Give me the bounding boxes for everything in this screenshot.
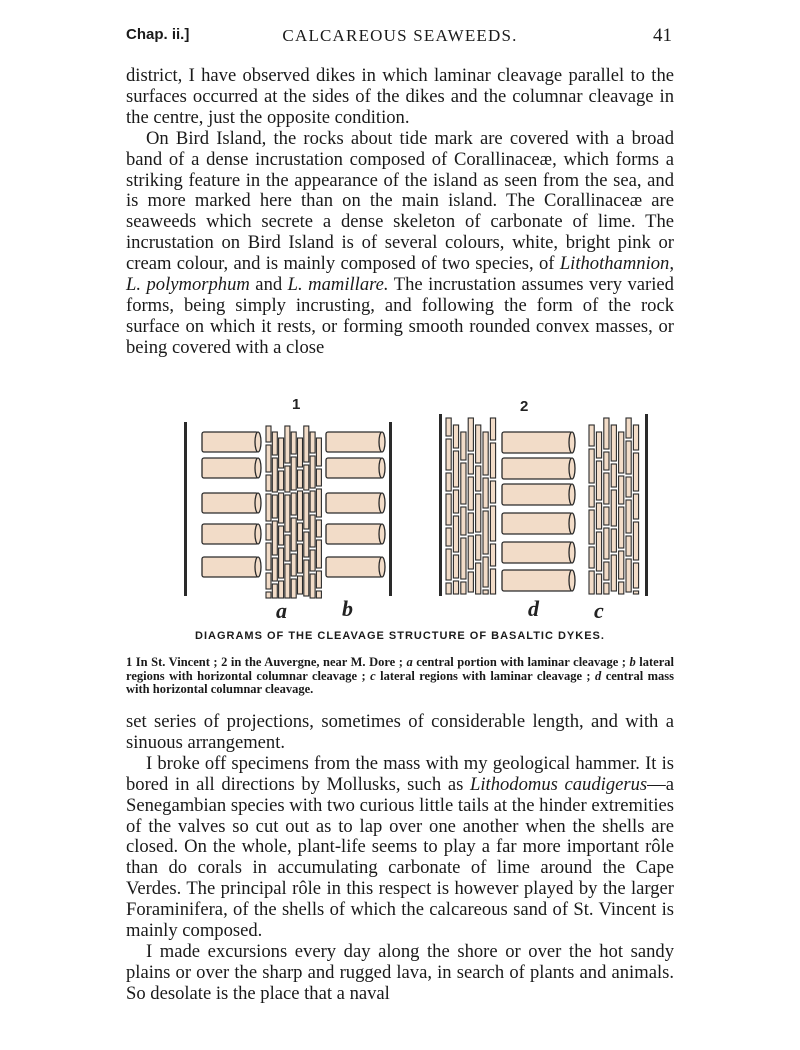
caption-text: central mass with horizontal columnar cleavage. [126, 668, 674, 696]
cleavage-diagrams [126, 396, 674, 628]
laminar-strip [476, 535, 481, 560]
columnar-right-4-end [379, 524, 385, 544]
laminar-strip [285, 564, 290, 598]
dyke-1-right-wall [389, 422, 392, 596]
central-column-4 [502, 513, 572, 534]
laminar-strip [490, 544, 495, 566]
laminar-strip [468, 572, 473, 592]
laminar-strip [626, 500, 631, 533]
laminar-strip [446, 494, 451, 525]
laminar-strip [626, 477, 631, 497]
columnar-left-2 [202, 458, 258, 478]
central-column-5 [502, 542, 572, 563]
laminar-strip [490, 506, 495, 541]
columnar-left-4 [202, 524, 258, 544]
laminar-strip [446, 418, 451, 436]
laminar-strip [291, 579, 296, 598]
columnar-left-1-end [255, 432, 261, 452]
paragraph-continuation: set series of projections, sometimes of considerable length, and with a sinuous arrangement. [126, 711, 674, 753]
laminar-strip [490, 418, 495, 440]
columnar-left-1 [202, 432, 258, 452]
text-run: The incrustation assumes very varied forms, being simply incrusting, and following the form of the rock surface on which it rests, or forming smooth rounded convex masses, or being covered with a close [126, 274, 674, 358]
laminar-strip [446, 583, 451, 594]
laminar-strip [604, 452, 609, 470]
figure-caption [126, 656, 674, 697]
central-column-1 [502, 432, 572, 453]
laminar-strip [461, 538, 466, 579]
laminar-strip [596, 432, 601, 458]
letter-c-label: c [594, 598, 604, 623]
laminar-strip [304, 560, 309, 596]
laminar-strip [266, 445, 271, 472]
laminar-strip [476, 563, 481, 594]
columnar-left-5-end [255, 557, 261, 577]
laminar-strip [626, 559, 631, 592]
laminar-strip [266, 475, 271, 491]
laminar-strip [626, 418, 631, 438]
top-text-block [126, 66, 674, 359]
columnar-right-4 [326, 524, 382, 544]
laminar-strip [453, 451, 458, 487]
laminar-strip [589, 571, 594, 594]
columnar-right-3 [326, 493, 382, 513]
laminar-strip [266, 426, 271, 442]
laminar-strip [291, 493, 296, 515]
laminar-strip [266, 592, 271, 598]
laminar-strip [611, 490, 616, 526]
laminar-strip [272, 521, 277, 555]
laminar-strip [604, 528, 609, 559]
laminar-strip [619, 432, 624, 473]
laminar-strip [604, 507, 609, 525]
laminar-strip [633, 563, 638, 588]
laminar-strip [483, 478, 488, 508]
laminar-strip [310, 432, 315, 453]
central-column-6-end [569, 570, 575, 591]
laminar-strip [468, 454, 473, 474]
laminar-strip [298, 523, 303, 541]
laminar-strip [633, 591, 638, 594]
laminar-strip [279, 493, 284, 523]
letter-b-label: b [342, 596, 353, 621]
caption-text: 1 In St. Vincent ; 2 in the Auvergne, near M. Dore ; [126, 655, 407, 669]
laminar-strip [468, 418, 473, 451]
laminar-strip [611, 555, 616, 591]
central-column-2 [502, 458, 572, 479]
central-column-1-end [569, 432, 575, 453]
dyke-1-left-wall [184, 422, 187, 596]
central-column-3-end [569, 484, 575, 505]
columnar-right-2-end [379, 458, 385, 478]
species-name: L. mamillare. [287, 274, 389, 296]
central-column-5-end [569, 542, 575, 563]
laminar-strip [304, 532, 309, 557]
central-column-2-end [569, 458, 575, 479]
central-column-4-end [569, 513, 575, 534]
laminar-strip [285, 466, 290, 492]
laminar-strip [298, 544, 303, 573]
laminar-strip [310, 574, 315, 598]
letter-d-label: d [528, 596, 539, 621]
cleavage-diagram-figure [126, 396, 674, 628]
laminar-strip [589, 449, 594, 483]
laminar-strip [626, 536, 631, 556]
columnar-right-5-end [379, 557, 385, 577]
columnar-left-5 [202, 557, 258, 577]
columnar-left-3 [202, 493, 258, 513]
laminar-strip [285, 426, 290, 463]
laminar-strip [272, 432, 277, 455]
chapter-label: Chap. ii.] [126, 26, 190, 43]
laminar-strip [453, 516, 458, 552]
laminar-strip [468, 536, 473, 569]
laminar-strip [279, 438, 284, 468]
caption-letter: b [629, 655, 636, 669]
columnar-left-2-end [255, 458, 261, 478]
columnar-left-3-end [255, 493, 261, 513]
laminar-strip [316, 571, 321, 588]
columnar-right-5 [326, 557, 382, 577]
laminar-strip [483, 511, 488, 554]
laminar-strip [611, 529, 616, 552]
laminar-strip [589, 547, 594, 568]
laminar-strip [619, 582, 624, 594]
laminar-strip [279, 548, 284, 578]
laminar-strip [626, 441, 631, 474]
laminar-strip [298, 470, 303, 488]
laminar-strip [461, 507, 466, 535]
laminar-strip [285, 535, 290, 561]
laminar-strip [483, 432, 488, 475]
laminar-strip [633, 425, 638, 450]
laminar-strip [310, 550, 315, 571]
columnar-right-3-end [379, 493, 385, 513]
laminar-strip [316, 438, 321, 466]
central-column-6 [502, 570, 572, 591]
diagram-1-label: 1 [292, 396, 301, 413]
laminar-strip [604, 418, 609, 449]
columnar-right-1-end [379, 432, 385, 452]
diagram-2-label: 2 [520, 398, 529, 415]
caption-letter: d [595, 668, 602, 683]
species-name: Lithothamnion, L. polymorphum [126, 253, 674, 296]
text-run: —a Senegambian species with two curious little tails at the hinder extremities of the valves so cut out as to lap over one another when the shells are closed. On the whole, plant-life seems to play a far more important rôle than do corals in accumulating carbonate of lime around the Cape Verdes. The principal rôle in this respect is however played by the larger Foraminifera, of the shells of which the calcareous sand of St. Vincent is mainly composed. [126, 773, 674, 942]
laminar-strip [291, 432, 296, 454]
laminar-strip [589, 425, 594, 446]
laminar-strip [483, 590, 488, 594]
dyke-2-left-wall [439, 414, 442, 596]
laminar-strip [285, 495, 290, 532]
laminar-strip [468, 477, 473, 510]
laminar-strip [298, 576, 303, 594]
laminar-strip [453, 425, 458, 448]
laminar-strip [468, 513, 473, 533]
species-name: Lithodomus caudigerus [470, 773, 648, 795]
running-header [126, 26, 674, 50]
laminar-strip [611, 464, 616, 487]
laminar-strip [453, 581, 458, 594]
laminar-strip [298, 438, 303, 467]
laminar-strip [596, 461, 601, 500]
laminar-strip [272, 458, 277, 492]
bottom-text-block [126, 712, 674, 1005]
caption-text: central portion with laminar cleavage ; [412, 655, 630, 669]
caption-text: lateral regions with horizontal columnar cleavage ; [126, 655, 674, 683]
laminar-strip [461, 582, 466, 594]
laminar-strip [291, 518, 296, 551]
laminar-strip [446, 473, 451, 491]
laminar-strip [310, 515, 315, 547]
laminar-strip [589, 510, 594, 544]
laminar-strip [304, 426, 309, 462]
laminar-strip [446, 549, 451, 580]
laminar-strip [490, 481, 495, 503]
figure-caption-title: DIAGRAMS OF THE CLEAVAGE STRUCTURE OF BASALTIC DYKES. [195, 630, 605, 642]
laminar-strip [272, 584, 277, 598]
laminar-strip [633, 522, 638, 560]
laminar-strip [633, 453, 638, 491]
laminar-strip [596, 503, 601, 529]
dyke-2-right-wall [645, 414, 648, 596]
laminar-strip [266, 543, 271, 570]
laminar-strip [619, 551, 624, 579]
columnar-right-2 [326, 458, 382, 478]
paragraph-bird-island [126, 129, 674, 359]
laminar-strip [316, 469, 321, 486]
laminar-strip [272, 495, 277, 518]
laminar-strip [483, 557, 488, 587]
laminar-strip [310, 456, 315, 488]
laminar-strip [310, 491, 315, 512]
laminar-strip [279, 471, 284, 490]
laminar-strip [619, 476, 624, 504]
laminar-strip [279, 581, 284, 598]
laminar-strip [589, 486, 594, 507]
laminar-strip [604, 583, 609, 594]
laminar-strip [490, 443, 495, 478]
laminar-strip [476, 425, 481, 463]
laminar-strip [266, 494, 271, 521]
laminar-strip [604, 473, 609, 504]
laminar-strip [461, 463, 466, 504]
central-column-3 [502, 484, 572, 505]
page-number: 41 [653, 25, 672, 46]
laminar-strip [316, 489, 321, 517]
laminar-strip [266, 524, 271, 540]
laminar-strip [316, 591, 321, 598]
laminar-strip [453, 490, 458, 513]
laminar-strip [316, 540, 321, 568]
laminar-strip [304, 465, 309, 490]
laminar-strip [446, 439, 451, 470]
laminar-strip [619, 507, 624, 548]
columnar-right-1 [326, 432, 382, 452]
laminar-strip [490, 569, 495, 594]
laminar-strip [604, 562, 609, 580]
laminar-strip [272, 558, 277, 581]
text-run: I broke off specimens from the mass with my geological hammer. It is bored in all directions by Mollusks, such as [126, 752, 674, 795]
laminar-strip [279, 526, 284, 545]
caption-letter: a [406, 655, 413, 669]
laminar-strip [291, 457, 296, 490]
laminar-strip [611, 425, 616, 461]
laminar-strip [291, 554, 296, 576]
running-title: CALCAREOUS SEAWEEDS. [282, 26, 518, 45]
laminar-strip [298, 491, 303, 520]
paragraph-excursions: I made excursions every day along the shore or over the hot sandy plains or over the sharp and rugged lava, in search of plants and animals. So desolate is the place that a naval [126, 940, 674, 1004]
letter-a-label: a [276, 598, 287, 623]
laminar-strip [596, 574, 601, 594]
caption-letter: c [370, 668, 376, 683]
laminar-strip [266, 573, 271, 589]
paragraph-continuation: district, I have observed dikes in which laminar cleavage parallel to the surfaces occurred at the sides of the dikes and the columnar cleavage in the centre, just the opposite condition. [126, 65, 674, 128]
laminar-strip [633, 494, 638, 519]
columnar-left-4-end [255, 524, 261, 544]
laminar-strip [453, 555, 458, 578]
caption-text: lateral regions with laminar cleavage ; [375, 668, 596, 683]
text-run: On Bird Island, the rocks about tide mark are covered with a broad band of a dense incrustation composed of Corallinaceæ, which forms a striking feature in the appearance of the island as seen from the sea, and is more marked here than on the main island. The Corallinaceæ are seaweeds which secrete a dense skeleton of carbonate of lime. The incrustation on Bird Island is of several colours, white, bright pink or cream colour, and is mainly composed of two species, of [126, 127, 674, 275]
laminar-strip [304, 493, 309, 529]
laminar-strip [316, 520, 321, 537]
paragraph-specimens [126, 754, 674, 942]
laminar-strip [446, 528, 451, 546]
laminar-strip [476, 466, 481, 491]
laminar-strip [461, 432, 466, 460]
laminar-strip [476, 494, 481, 532]
text-run: and [249, 274, 288, 296]
laminar-strip [596, 532, 601, 571]
